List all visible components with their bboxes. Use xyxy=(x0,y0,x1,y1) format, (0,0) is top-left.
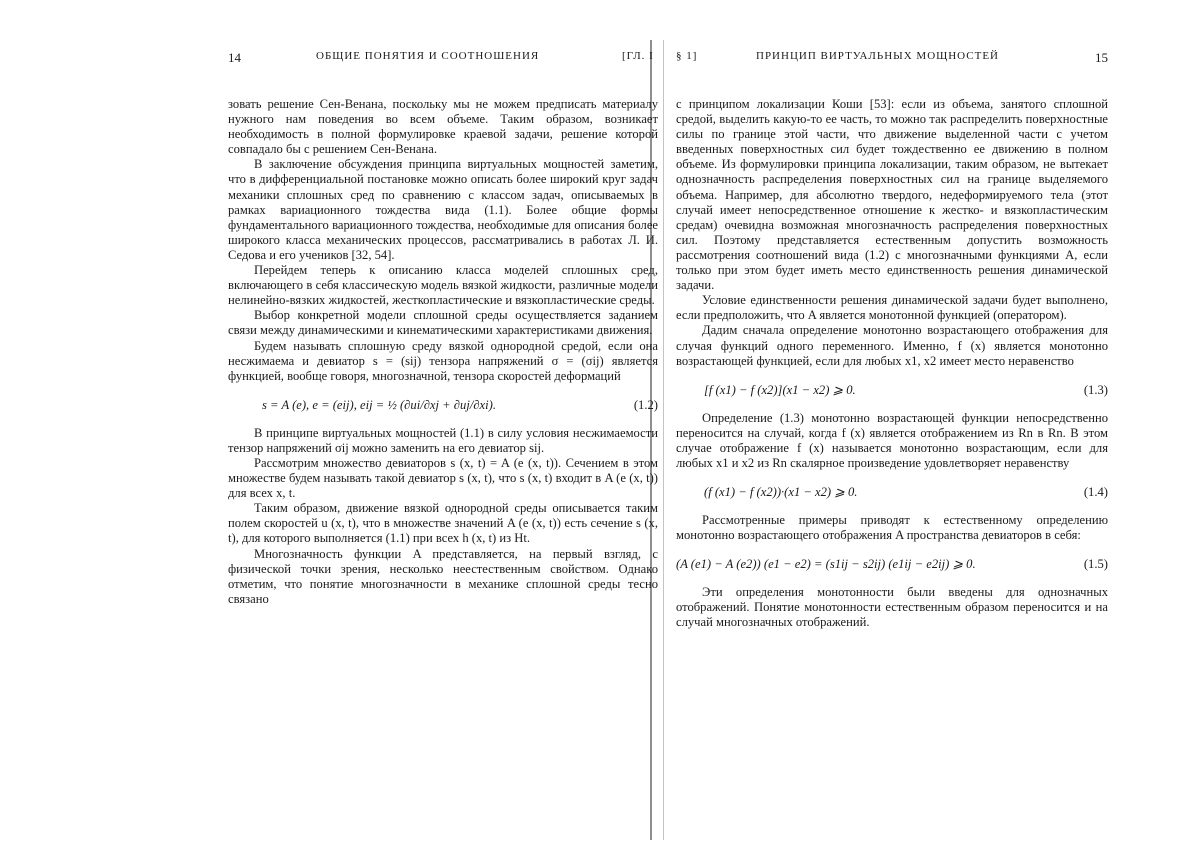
paragraph: Условие единственности решения динамической задачи будет выполнено, если предположить, что A является монотонной функцией (оператором). xyxy=(676,293,1108,323)
formula-1-5 xyxy=(676,549,1108,579)
paragraph: Дадим сначала определение монотонно возрастающего отображения для случая функций одного переменного. Именно, f (x) является монотонно возрастающей функцией, если для любых x1, x2 имеет место неравенство xyxy=(676,323,1108,368)
right-section-label: § 1] xyxy=(676,50,698,62)
paragraph: зовать решение Сен-Венана, поскольку мы не можем предписать материалу нужного нам поведения во всем объеме. Таким образом, возникает необходимость в полной формулировке краевой задачи, решение которой совпадало бы с решением Сен-Венана. xyxy=(228,97,658,157)
right-page xyxy=(676,0,1108,848)
right-running-header xyxy=(676,50,1108,70)
right-page-number: 15 xyxy=(1095,50,1108,65)
formula-1-2 xyxy=(228,390,658,420)
formula-text: (A (e1) − A (e2)) (e1 − e2) = (s1ij − s2ij) (e1ij − e2ij) ⩾ 0. xyxy=(676,557,976,572)
paragraph: Таким образом, движение вязкой однородной среды описывается таким полем скоростей u (x, t), что в множестве значений A (e (x, t)) есть сечение s (x, t), для которого выполняется (1.1) при всех h (x, t) из Ht. xyxy=(228,501,658,546)
paragraph: Определение (1.3) монотонно возрастающей функции непосредственно переносится на случай, когда f (x) является отображением из Rn в Rn. В этом случае отображение f (x) называется монотонно возрастающим, если для любых x1 и x2 из Rn скалярное произведение удовлетворяет неравенству xyxy=(676,410,1108,470)
left-running-title: ОБЩИЕ ПОНЯТИЯ И СООТНОШЕНИЯ xyxy=(316,50,540,62)
formula-text: (f (x1) − f (x2))·(x1 − x2) ⩾ 0. xyxy=(704,485,858,500)
formula-text: s = A (e), e = (eij), eij = ½ (∂ui/∂xj + ∂uj/∂xi). xyxy=(262,397,496,412)
formula-1-4 xyxy=(676,477,1108,507)
right-running-title: ПРИНЦИП ВИРТУАЛЬНЫХ МОЩНОСТЕЙ xyxy=(756,50,999,62)
left-chapter-label: [ГЛ. I xyxy=(622,50,654,62)
paragraph: Эти определения монотонности были введены для однозначных отображений. Понятие монотонности естественным образом переносится и на случай многозначных отображений. xyxy=(676,585,1108,630)
formula-text: [f (x1) − f (x2)](x1 − x2) ⩾ 0. xyxy=(704,382,856,397)
formula-number: (1.3) xyxy=(1083,382,1108,397)
formula-number: (1.5) xyxy=(1083,557,1108,572)
paragraph: Рассмотренные примеры приводят к естественному определению монотонно возрастающего отображения A пространства девиаторов в себя: xyxy=(676,513,1108,543)
paragraph: В принципе виртуальных мощностей (1.1) в силу условия несжимаемости тензор напряжений σij можно заменить на его девиатор sij. xyxy=(228,425,658,455)
paragraph: Рассмотрим множество девиаторов s (x, t) = A (e (x, t)). Сечением в этом множестве будем называть такой девиатор s (x, t), что s (x, t) входит в A (e (x, t)) для всех x, t. xyxy=(228,455,658,501)
left-page-number: 14 xyxy=(228,50,241,65)
paragraph: Многозначность функции A представляется, на первый взгляд, с физической точки зрения, несколько неестественным свойством. Однако отметим, что понятие многозначности в механике сплошной среды тесно связано xyxy=(228,546,658,606)
formula-number: (1.4) xyxy=(1083,485,1108,500)
left-running-header xyxy=(228,50,658,70)
right-page-body xyxy=(676,97,1108,631)
page-gutter-line xyxy=(663,40,664,840)
paragraph: Выбор конкретной модели сплошной среды осуществляется заданием связи между динамическими и кинематическими характеристиками движения. xyxy=(228,308,658,338)
paragraph: Будем называть сплошную среду вязкой однородной средой, если она несжимаема и девиатор s = (sij) тензора напряжений σ = (σij) является функцией, вообще говоря, многозначной, тензора скоростей деформаций xyxy=(228,338,658,383)
paragraph: В заключение обсуждения принципа виртуальных мощностей заметим, что в дифференциальной постановке можно описать более широкий круг задач механики сплошных сред по сравнению с классом задач, описываемых в рамках вариационного тождества вида (1.1). Более общие формы фундаментального вариационного тождества, необходимые для описания более широкого класса механических процессов, рассматривались в работах Л. И. Седова и его учеников [32, 54]. xyxy=(228,157,658,262)
left-page-body xyxy=(228,97,658,607)
paragraph: Перейдем теперь к описанию класса моделей сплошных сред, включающего в себя классическую модель вязкой жидкости, различные модели нелинейно-вязких жидкостей, жесткопластические и вязкопластические среды. xyxy=(228,263,658,308)
left-page xyxy=(228,0,658,848)
paragraph: с принципом локализации Коши [53]: если из объема, занятого сплошной средой, выделить какую-то ее часть, то можно так распределить поверхностные силы по границе этой части, что движение выделенной части с учетом введенных поверхностных сил будет тождественно ее движению в полном объеме. Из формулировки принципа локализации, таким образом, не вытекает однозначность распределения поверхностных сил на границе выделяемого объема. Например, для абсолютно твердого, недеформируемого тела (этот случай имеет непосредственное отношение к жестко- и вязкопластическим средам) очевидна возможная многозначность распределения поверхностных сил. Поэтому представляется естественным допустить возможность рассмотрения соотношений вида (1.2) с многозначными функциями A, если только при этом будет иметь место единственность решения динамической задачи. xyxy=(676,97,1108,293)
formula-number: (1.2) xyxy=(633,397,658,412)
formula-1-3 xyxy=(676,375,1108,405)
